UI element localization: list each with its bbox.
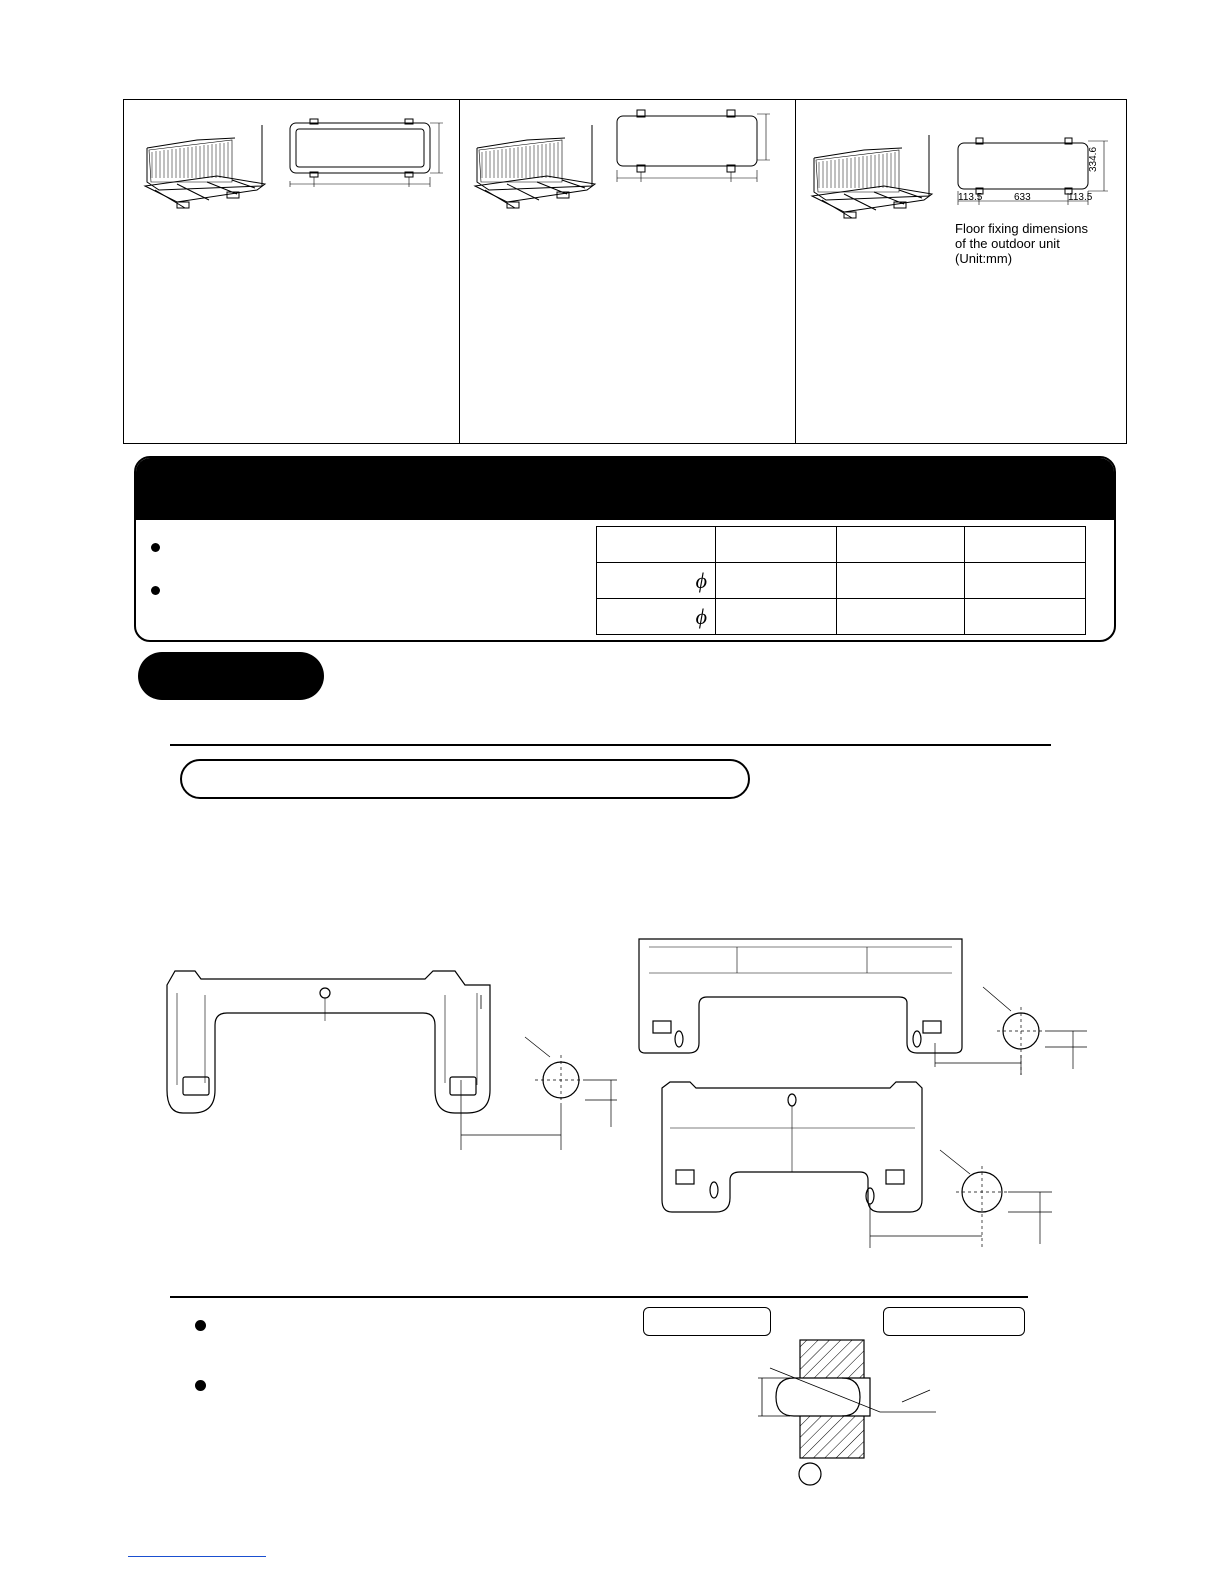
diameter-symbol: ϕ [597, 599, 716, 635]
table-row [597, 599, 1086, 635]
dim-height-label: 334.6 [1088, 146, 1099, 172]
bullet-point [195, 1380, 206, 1391]
table-cell [965, 527, 1086, 563]
caption-line: Floor fixing dimensions [955, 221, 1088, 236]
outdoor-unit-illustration [804, 130, 934, 225]
wall-hole-drawing [750, 1340, 940, 1490]
table-cell [965, 599, 1086, 635]
floor-fixing-diagram [612, 108, 777, 188]
subsection-heading-pill [180, 759, 750, 799]
table-cell [837, 599, 965, 635]
outdoor-unit-illustration [137, 120, 267, 215]
outdoor-unit-illustration [467, 120, 597, 215]
floor-fixing-diagram [285, 115, 445, 195]
section-divider [170, 744, 1051, 746]
caption-line: of the outdoor unit [955, 236, 1060, 251]
table-cell [716, 527, 837, 563]
table-cell [716, 599, 837, 635]
table-row [597, 527, 1086, 563]
bullet-point [151, 543, 160, 552]
bullet-point [151, 586, 160, 595]
floor-fixing-caption [955, 221, 1088, 266]
caption-line: (Unit:mm) [955, 251, 1013, 266]
diameter-symbol: ϕ [597, 563, 716, 599]
table-cell [837, 527, 965, 563]
section-divider [170, 1296, 1028, 1298]
dim-left-label: 113.5 [958, 192, 983, 203]
table-cell [837, 563, 965, 599]
panel-divider [795, 100, 796, 443]
pipe-size-table [596, 526, 1086, 635]
footer-link[interactable] [128, 1556, 266, 1557]
table-cell [597, 527, 716, 563]
dim-right-label: 113.5 [1068, 192, 1093, 203]
bullet-point [195, 1320, 206, 1331]
mounting-plate-drawing [165, 965, 625, 1155]
table-row [597, 563, 1086, 599]
panel-divider [459, 100, 460, 443]
section-heading-pill [138, 652, 324, 700]
mounting-plate-drawing [660, 1080, 1060, 1250]
table-cell [716, 563, 837, 599]
mounting-plate-drawing [637, 935, 1092, 1075]
table-cell [965, 563, 1086, 599]
banner-header [136, 458, 1114, 520]
label-box [883, 1307, 1025, 1336]
label-box [643, 1307, 771, 1336]
dim-center-label: 633 [1014, 192, 1031, 203]
